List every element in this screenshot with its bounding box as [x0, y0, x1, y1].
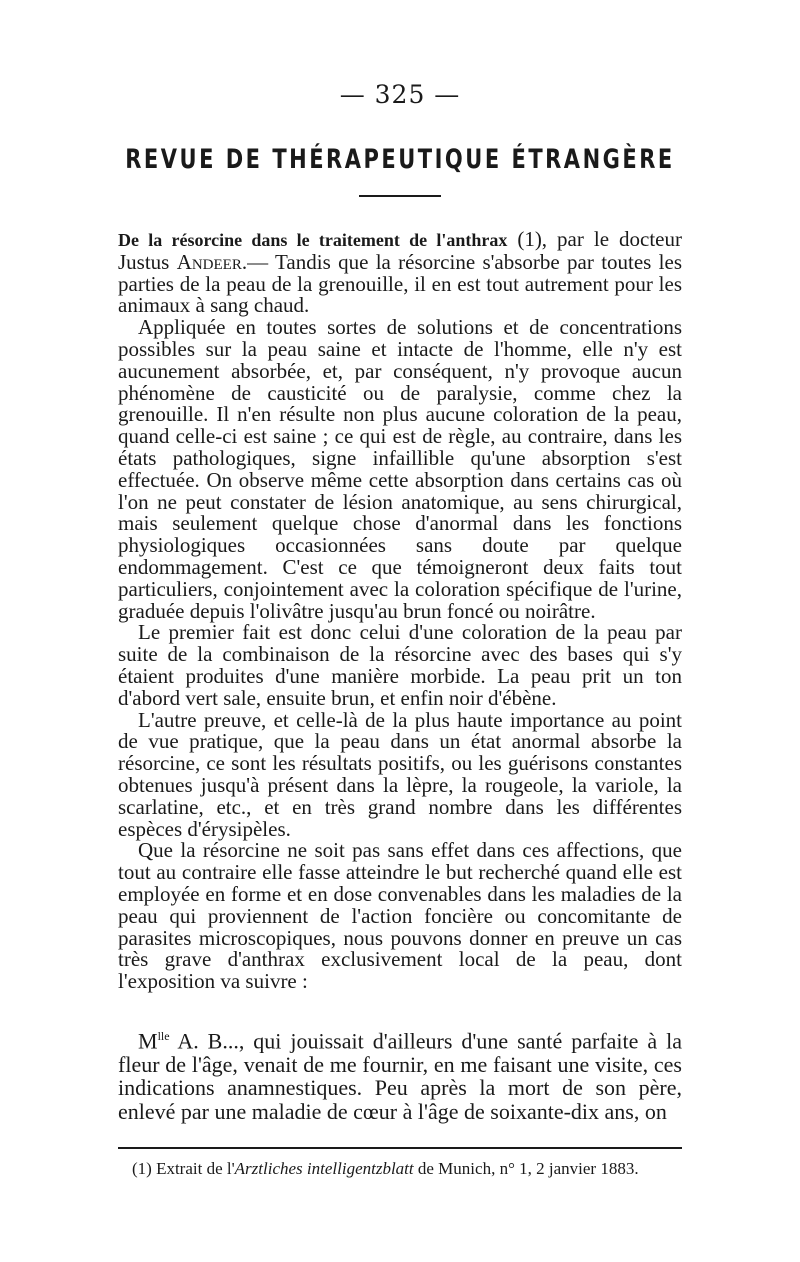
title-rule	[359, 195, 441, 197]
document-page	[118, 80, 682, 1178]
section-title: REVUE DE THÉRAPEUTIQUE ÉTRANGÈRE	[125, 144, 675, 174]
case-body	[118, 1025, 682, 1123]
article-heading: De la résorcine dans le traitement de l'anthrax	[118, 230, 508, 250]
footnote-journal: Arztliches intelligentzblatt	[234, 1159, 414, 1179]
article-lead-paragraph	[118, 229, 682, 317]
article-paragraph: Le premier fait est donc celui d'une coloration de la peau par suite de la combinaison de la résorcine avec des bases qui s'y étaient produites d'une manière morbide. La peau prit un ton d'abord vert sale, ensuite brun, et enfin noir d'ébène.	[118, 620, 682, 710]
footnote	[118, 1159, 682, 1178]
case-text: A. B..., qui jouissait d'ailleurs d'une santé parfaite à la fleur de l'âge, venait de me fournir, en me faisant une visite, ces indications anamnestiques. Peu après la mort de son père, enlevé par une maladie de cœur à l'âge de soixante-dix ans, on	[118, 1028, 682, 1124]
case-prefix: M	[138, 1028, 158, 1054]
case-paragraph	[118, 1025, 682, 1123]
article-paragraph: Appliquée en toutes sortes de solutions et de concentrations possibles sur la peau saine et intacte de l'homme, elle n'y est aucunement absorbée, et, par conséquent, n'y provoque aucun phénomène de causticité ou de paralysie, comme chez la grenouille. Il n'en résulte non plus aucune coloration de la peau, quand celle-ci est saine ; ce qui est de règle, au contraire, dans les états pathologiques, signe infaillible qu'une absorption s'est effectuée. On observe même cette absorption dans certains cas où l'on ne peut constater de lésion anatomique, au sens chirurgical, mais seulement quelque chose d'anormal dans les fonctions physiologiques occasionnées sans doute par quelque endommagement. C'est ce que témoigneront deux faits tout particuliers, conjointement avec la coloration spécifique de l'urine, graduée depuis l'olivâtre jusqu'au brun foncé ou noirâtre.	[118, 315, 682, 623]
footnote-rule	[118, 1147, 682, 1149]
footnote-suffix: de Munich, n° 1, 2 janvier 1883.	[413, 1159, 639, 1179]
article-author: Andeer	[176, 249, 242, 274]
article-body	[118, 229, 682, 993]
page-number: — 325 —	[339, 80, 461, 109]
footnote-prefix: (1) Extrait de l'	[132, 1159, 235, 1179]
article-paragraph: Que la résorcine ne soit pas sans effet dans ces affections, que tout au contraire elle fasse atteindre le but recherché quand elle est employée en forme et en dose convenables dans les maladies de la peau qui proviennent de l'action foncière ou concomitante de parasites microscopiques, nous pouvons donner en preuve un cas très grave d'anthrax exclusivement local de la peau, dont l'exposition va suivre :	[118, 838, 682, 994]
case-prefix-sup: lle	[157, 1028, 170, 1043]
section-gap	[118, 993, 682, 1025]
article-paragraph: L'autre preuve, et celle-là de la plus haute importance au point de vue pratique, que la peau dans un état anormal absorbe la résorcine, ce sont les résultats positifs, ou les guérisons constantes obtenues jusqu'à présent dans la lèpre, la rougeole, la variole, la scarlatine, etc., et en très grand nombre dans les différentes espèces d'érysipèles.	[118, 707, 682, 841]
article-lead-rest: .— Tandis que la résorcine s'absorbe par toutes les parties de la peau de la grenouille, il en est tout autrement pour les animaux à sang chaud.	[118, 249, 683, 318]
article-lead-ref: (1), par le docteur Justus	[118, 227, 682, 274]
